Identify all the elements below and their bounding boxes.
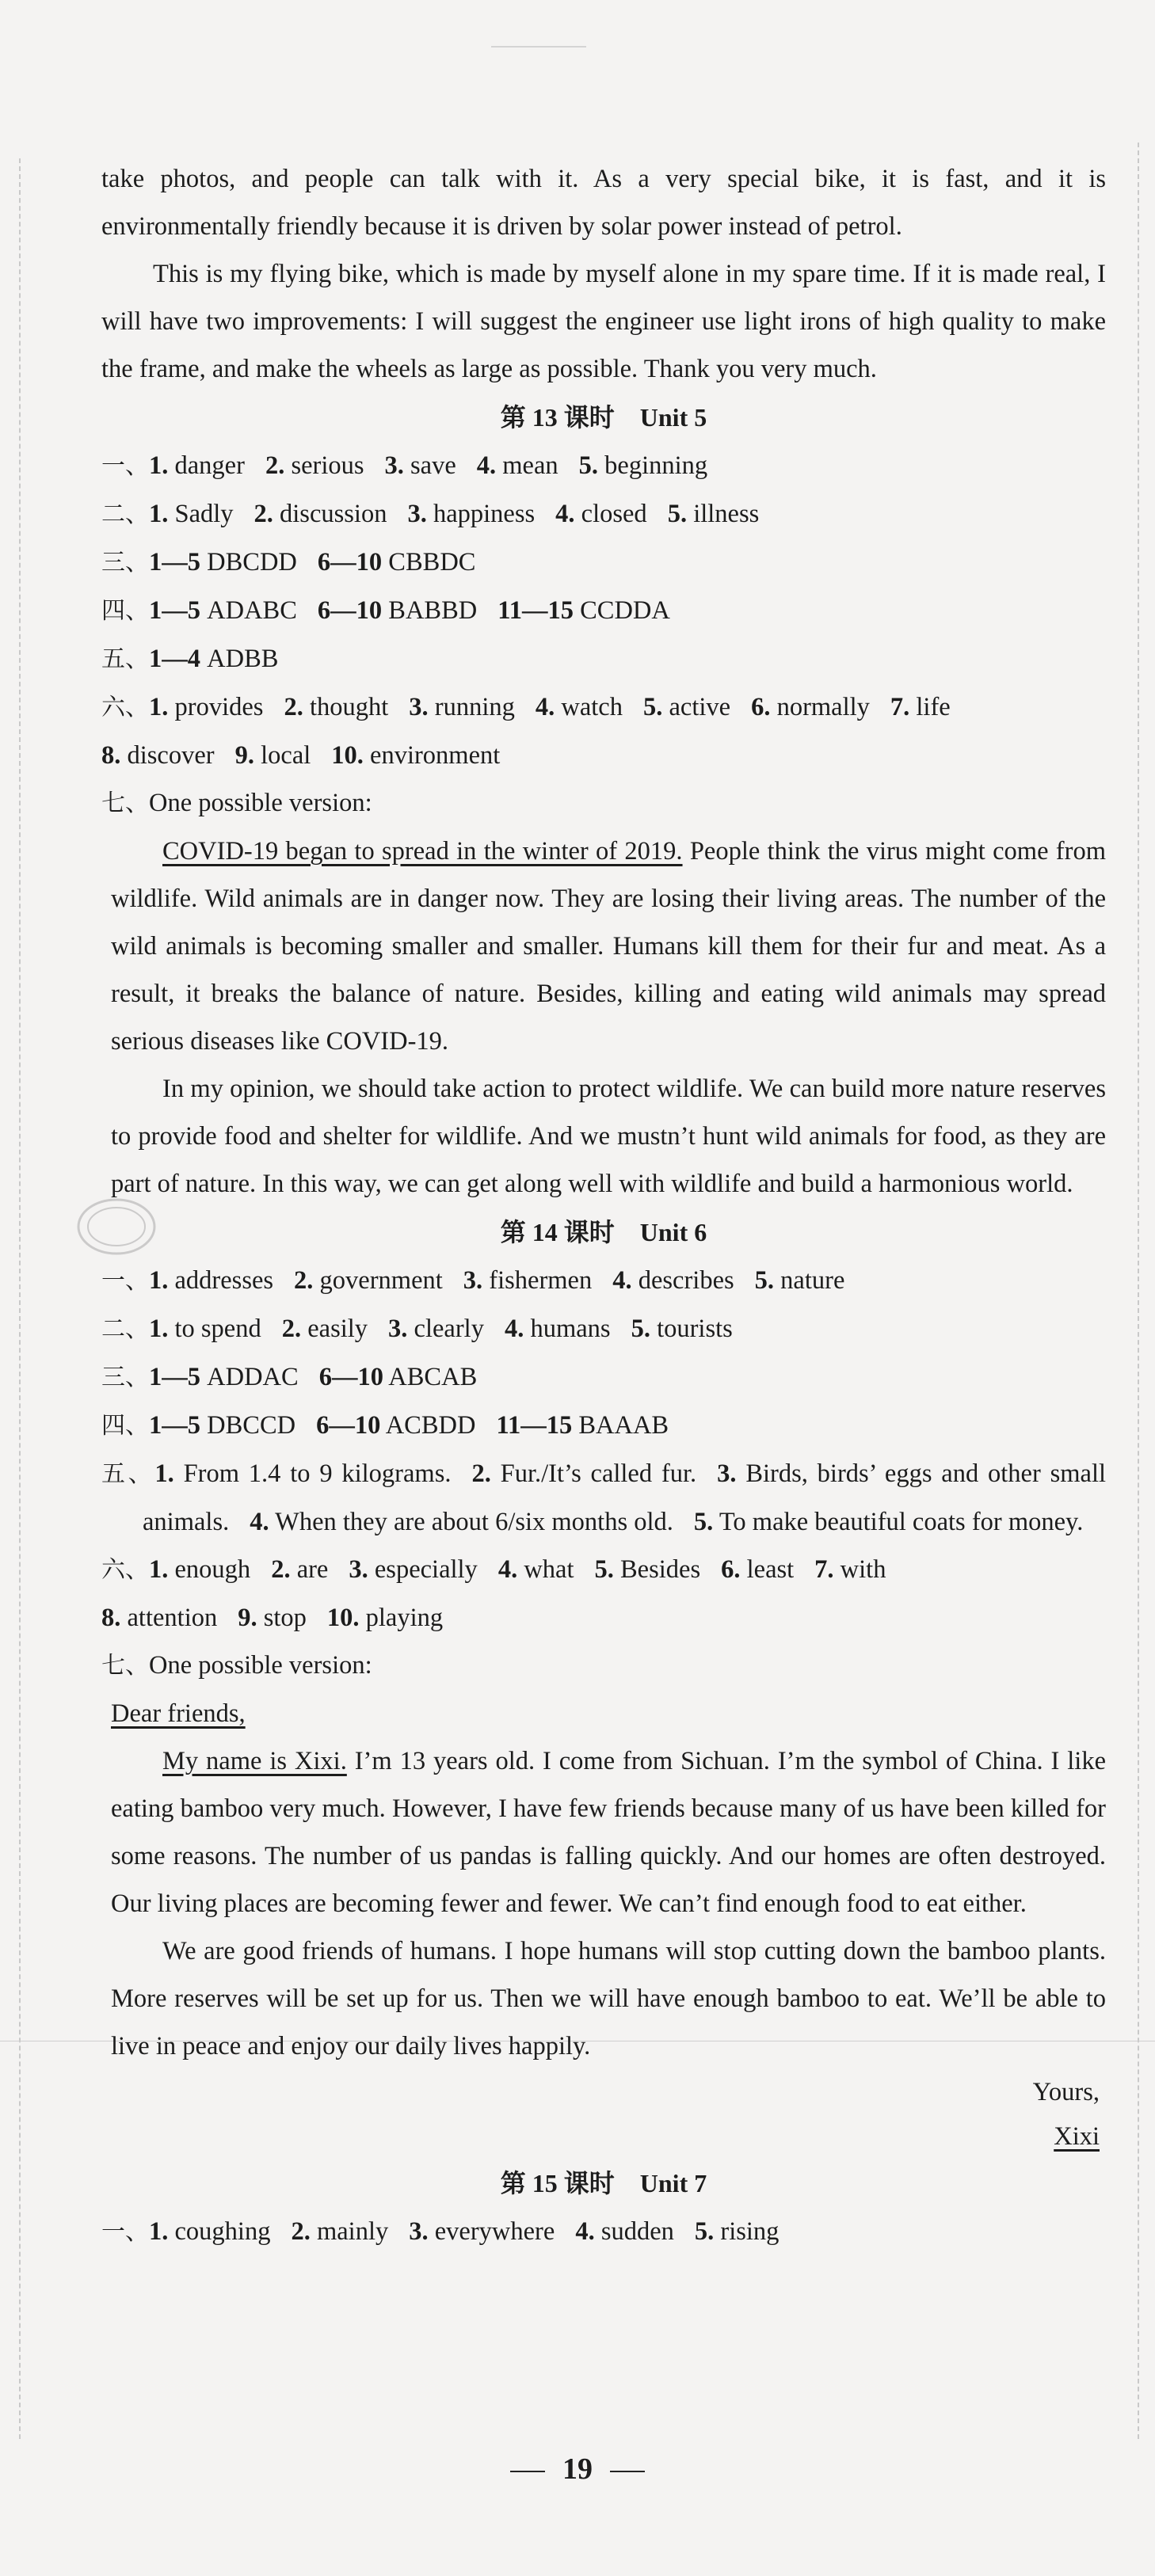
answer-text: normally	[776, 693, 870, 721]
answer-number: 2.	[253, 500, 273, 528]
answer-text: closed	[581, 500, 647, 528]
answer-item	[149, 1266, 273, 1295]
lesson15-section-s1	[101, 2208, 1106, 2256]
answer-text: to spend	[174, 1315, 261, 1343]
answer-text: mean	[502, 451, 558, 480]
letter-paragraph-1-text: I’m 13 years old. I come from Sichuan. I’m the symbol of China. I like eating bamboo very much. However, I have few friends because many of us have been killed for some reasons. The number of us pandas is falling quickly. And our homes are often destroyed. Our living places are becoming fewer and fewer. We can’t find enough food to eat either.	[111, 1747, 1106, 1918]
answer-text: save	[410, 451, 456, 480]
answer-text: humans	[530, 1315, 611, 1343]
answer-text: tourists	[657, 1315, 733, 1343]
answer-text: DBCDD	[207, 548, 297, 576]
answer-text: addresses	[174, 1266, 274, 1295]
essay-13-underlined-sentence: COVID-19 began to spread in the winter of 2019.	[162, 837, 683, 866]
answer-item	[149, 1411, 295, 1440]
answer-text: rising	[720, 2217, 780, 2246]
answer-text: provides	[174, 693, 264, 721]
lesson14-section-s5	[101, 1450, 1106, 1546]
answer-item	[250, 1508, 673, 1536]
letter-signature-text: Xixi	[1054, 2122, 1100, 2151]
section-prefix: 一、	[101, 2218, 149, 2246]
answer-number: 1.	[154, 1459, 174, 1488]
top-scan-mark	[491, 46, 586, 48]
section-prefix: 三、	[101, 1364, 149, 1391]
answer-item	[154, 1459, 451, 1488]
answer-number: 4.	[575, 2217, 595, 2246]
answer-number: 1.	[149, 693, 169, 721]
answer-text: danger	[174, 451, 245, 480]
answer-item	[101, 741, 215, 770]
answer-text: clearly	[414, 1315, 484, 1343]
answer-number: 4.	[504, 1315, 524, 1343]
answer-text: serious	[291, 451, 364, 480]
answer-number: 1—5	[149, 548, 200, 576]
section-prefix: 五、	[101, 1460, 155, 1488]
answer-text: From 1.4 to 9 kilograms.	[183, 1459, 452, 1488]
intro-paragraph-2: This is my flying bike, which is made by myself alone in my spare time. If it is made real, I will have two improvements: I will suggest the engineer use light irons of high quality to make the frame, and make the wheels as large as possible. Thank you very much.	[101, 260, 1106, 383]
answer-text: easily	[307, 1315, 368, 1343]
answer-item	[814, 1555, 886, 1584]
answer-text: active	[669, 693, 731, 721]
answer-number: 4.	[612, 1266, 632, 1295]
answer-number: 1.	[149, 2217, 169, 2246]
answer-item	[409, 2217, 555, 2246]
answer-item	[407, 500, 535, 528]
answer-item	[631, 1315, 733, 1343]
answer-item	[721, 1555, 794, 1584]
answer-number: 4.	[497, 1555, 518, 1584]
page-number-text: 19	[562, 2452, 593, 2486]
answer-number: 8.	[101, 741, 121, 770]
lesson14-section-s3	[101, 1353, 1106, 1402]
answer-text: are	[296, 1555, 329, 1584]
answer-number: 5.	[667, 500, 688, 528]
section-prefix: 一、	[101, 452, 149, 480]
answer-item	[409, 693, 515, 721]
answer-text: CCDDA	[580, 596, 670, 625]
lesson13-section-s7	[101, 779, 1106, 828]
answer-item	[388, 1315, 484, 1343]
section-prefix: 五、	[101, 645, 149, 673]
letter-closing: Yours,	[1032, 2078, 1100, 2106]
answer-number: 3.	[388, 1315, 408, 1343]
answer-number: 9.	[238, 1604, 257, 1632]
answer-item	[579, 451, 707, 480]
answer-number: 4.	[555, 500, 575, 528]
lesson-13-essay	[101, 828, 1106, 1208]
section-prefix: 六、	[101, 694, 149, 721]
answer-text: attention	[127, 1604, 218, 1632]
answer-text: Besides	[620, 1555, 701, 1584]
lesson14-section-s4	[101, 1402, 1106, 1450]
answer-text: BAAAB	[578, 1411, 669, 1440]
answer-number: 10.	[326, 1604, 360, 1632]
letter-signature	[111, 2114, 1106, 2159]
answer-item	[265, 451, 364, 480]
answer-item	[101, 1604, 217, 1632]
answer-number: 3.	[409, 2217, 429, 2246]
lesson-14-answers	[101, 1257, 1106, 1690]
intro-paragraph-1: take photos, and people can talk with it. As a very special bike, it is fast, and it is environmentally friendly because it is driven by solar power instead of petrol.	[101, 165, 1106, 241]
section-prefix: 三、	[101, 549, 149, 576]
answer-text: coughing	[174, 2217, 271, 2246]
answer-number: 2.	[284, 693, 303, 721]
answer-item	[149, 1555, 250, 1584]
section-prefix: 六、	[101, 1556, 149, 1584]
answer-number: 1—4	[149, 645, 200, 673]
answer-text: illness	[693, 500, 760, 528]
answer-item	[316, 1411, 475, 1440]
letter-underlined-sentence: My name is Xixi.	[162, 1747, 347, 1775]
section-prefix: 二、	[101, 500, 149, 528]
answer-number: 5.	[631, 1315, 650, 1343]
answer-text: beginning	[604, 451, 708, 480]
lesson13-section-s2	[101, 490, 1106, 538]
answer-number: 6.	[721, 1555, 741, 1584]
lesson-14-letter	[101, 1690, 1106, 2159]
answer-text: ADABC	[207, 596, 297, 625]
lesson14-section-s1	[101, 1257, 1106, 1305]
answer-item	[149, 1363, 299, 1391]
answer-text: running	[434, 693, 515, 721]
answer-item	[271, 1555, 328, 1584]
answer-item	[149, 2217, 270, 2246]
answer-item	[575, 2217, 674, 2246]
essay-13-paragraph-1-text: People think the virus might come from wildlife. Wild animals are in danger now. They are losing their living areas. The number of the wild animals is becoming smaller and smaller. Humans kill them for their fur and meat. As a result, it breaks the balance of nature. Besides, killing and eating wild animals may spread serious diseases like COVID-19.	[111, 837, 1106, 1056]
answer-number: 2.	[291, 2217, 311, 2246]
answer-number: 6—10	[317, 548, 383, 576]
answer-item	[284, 693, 388, 721]
answer-text: environment	[370, 741, 501, 770]
answer-text: describes	[638, 1266, 734, 1295]
answer-item	[695, 2217, 780, 2246]
main-content	[101, 155, 1106, 2256]
answer-number: 11—15	[497, 596, 574, 625]
lesson13-section-s1	[101, 442, 1106, 490]
answer-text: ADBB	[207, 645, 279, 673]
essay-13-paragraph-2: In my opinion, we should take action to protect wildlife. We can build more nature reserves to provide food and shelter for wildlife. And we mustn’t hunt wild animals for food, as they are part of nature. In this way, we can get along well with wildlife and build a harmonious world.	[111, 1075, 1106, 1198]
answer-item	[149, 500, 234, 528]
answer-number: 3.	[717, 1459, 737, 1488]
answer-text: sudden	[600, 2217, 674, 2246]
answer-item	[755, 1266, 845, 1295]
answer-text: To make beautiful coats for money.	[719, 1508, 1084, 1536]
answer-item	[254, 500, 387, 528]
answer-number: 6—10	[318, 1363, 383, 1391]
answer-number: 3.	[409, 693, 429, 721]
answer-number: 5.	[694, 2217, 715, 2246]
lesson13-section-s3	[101, 538, 1106, 587]
answer-item	[890, 693, 951, 721]
answer-item	[319, 1363, 478, 1391]
lesson13-section-s4	[101, 587, 1106, 635]
answer-number: 2.	[294, 1266, 314, 1295]
lesson-15-title: 第 15 课时 Unit 7	[500, 2169, 707, 2197]
answer-text: ACBDD	[385, 1411, 476, 1440]
answer-item	[555, 500, 647, 528]
lesson-15-answers	[101, 2208, 1106, 2256]
answer-text: with	[840, 1555, 886, 1584]
lesson14-section-s2	[101, 1305, 1106, 1353]
answer-item	[238, 1604, 307, 1632]
section-prefix: 七、	[101, 1652, 149, 1680]
answer-text: especially	[374, 1555, 478, 1584]
answer-text: Sadly	[174, 500, 234, 528]
lesson14-section-s7	[101, 1642, 1106, 1690]
answer-number: 3.	[407, 500, 427, 528]
answer-text: local	[261, 741, 311, 770]
answer-number: 5.	[578, 451, 599, 480]
section-prefix: 二、	[101, 1315, 149, 1343]
section-prefix: 一、	[101, 1267, 149, 1295]
answer-item	[471, 1459, 696, 1488]
answer-item	[385, 451, 456, 480]
answer-number: 5.	[594, 1555, 614, 1584]
answer-number: 5.	[693, 1508, 714, 1536]
dash-left	[510, 2471, 545, 2472]
answer-text: mainly	[316, 2217, 389, 2246]
dash-right	[610, 2471, 645, 2472]
answer-item	[149, 548, 297, 576]
answer-number: 8.	[101, 1604, 121, 1632]
answer-text: ADDAC	[207, 1363, 299, 1391]
answer-item	[477, 451, 558, 480]
answer-text: When they are about 6/six months old.	[275, 1508, 673, 1536]
answer-item	[149, 693, 263, 721]
answer-item	[331, 741, 500, 770]
answer-item	[349, 1555, 477, 1584]
answer-item	[149, 1315, 261, 1343]
section-prefix: 四、	[101, 597, 149, 625]
answer-number: 1—5	[149, 596, 200, 625]
letter-greeting-text: Dear friends,	[111, 1699, 246, 1728]
lesson13-section-s5	[101, 635, 1106, 683]
answer-item	[668, 500, 760, 528]
answer-text: Fur./It’s called fur.	[500, 1459, 697, 1488]
answer-number: 1—5	[149, 1363, 200, 1391]
lesson13-section-s6	[101, 683, 1106, 779]
answer-text: enough	[174, 1555, 251, 1584]
answer-item	[595, 1555, 701, 1584]
answer-number: 7.	[814, 1555, 834, 1584]
answer-text: fishermen	[489, 1266, 593, 1295]
answer-text: happiness	[433, 500, 536, 528]
lesson-13-title: 第 13 课时 Unit 5	[500, 403, 707, 432]
answer-number: 5.	[642, 693, 663, 721]
answer-text: playing	[365, 1604, 444, 1632]
answer-text: thought	[309, 693, 389, 721]
answer-number: 3.	[463, 1266, 483, 1295]
answer-text: ABCAB	[388, 1363, 478, 1391]
answer-number: 4.	[250, 1508, 269, 1536]
answer-text: nature	[780, 1266, 845, 1295]
answer-text: government	[319, 1266, 443, 1295]
answer-number: 10.	[331, 741, 364, 770]
answer-item	[498, 1555, 574, 1584]
answer-number: 1.	[149, 1315, 169, 1343]
answer-item	[463, 1266, 592, 1295]
answer-number: 3.	[384, 451, 404, 480]
answer-item	[497, 596, 670, 625]
answer-item	[643, 693, 730, 721]
answer-item	[318, 596, 477, 625]
answer-number: 1—5	[149, 1411, 200, 1440]
answer-item	[294, 1266, 443, 1295]
answer-item	[291, 2217, 388, 2246]
answer-number: 9.	[234, 741, 254, 770]
answer-number: 6—10	[316, 1411, 381, 1440]
section-label: One possible version:	[149, 789, 372, 817]
answer-number: 7.	[890, 693, 910, 721]
answer-text: everywhere	[434, 2217, 555, 2246]
answer-number: 2.	[271, 1555, 291, 1584]
section-label: One possible version:	[149, 1651, 372, 1680]
answer-text: discussion	[280, 500, 387, 528]
answer-item	[327, 1604, 443, 1632]
answer-number: 2.	[265, 451, 285, 480]
answer-item	[149, 596, 297, 625]
lesson-13-answers	[101, 442, 1106, 828]
answer-number: 3.	[349, 1555, 368, 1584]
lesson-14-title: 第 14 课时 Unit 6	[500, 1218, 707, 1246]
section-prefix: 七、	[101, 790, 149, 817]
answer-number: 1.	[149, 500, 169, 528]
answer-number: 1.	[149, 1555, 169, 1584]
answer-number: 6.	[751, 693, 771, 721]
answer-number: 4.	[476, 451, 497, 480]
answer-number: 2.	[281, 1315, 302, 1343]
answer-text: Birds, birds’ eggs and other small animals.	[143, 1459, 1107, 1536]
answer-text: CBBDC	[388, 548, 476, 576]
answer-text: watch	[561, 693, 623, 721]
answer-item	[282, 1315, 368, 1343]
answer-number: 4.	[535, 693, 555, 721]
answer-number: 6—10	[317, 596, 383, 625]
lesson14-section-s6	[101, 1546, 1106, 1642]
answer-item	[505, 1315, 611, 1343]
letter-paragraph-2: We are good friends of humans. I hope humans will stop cutting down the bamboo plants. More reserves will be set up for us. Then we will have enough bamboo to eat. We’ll be able to live in peace and enjoy our daily lives happily.	[111, 1937, 1106, 2060]
answer-number: 2.	[471, 1459, 491, 1488]
answer-number: 1.	[149, 451, 169, 480]
answer-text: what	[524, 1555, 574, 1584]
answer-item	[149, 451, 245, 480]
section-prefix: 四、	[101, 1412, 149, 1440]
answer-item	[612, 1266, 734, 1295]
page-number	[0, 2452, 1155, 2487]
answer-text: stop	[263, 1604, 307, 1632]
letter-paragraph-1	[111, 1737, 1106, 1927]
answer-text: discover	[127, 741, 215, 770]
answer-text: life	[916, 693, 951, 721]
answer-number: 1.	[149, 1266, 169, 1295]
answer-text: BABBD	[388, 596, 478, 625]
answer-item	[694, 1508, 1083, 1536]
answer-item	[149, 645, 278, 673]
answer-item	[751, 693, 870, 721]
letter-greeting	[111, 1690, 1106, 1737]
left-binding-line	[19, 158, 21, 2439]
answer-item	[235, 741, 311, 770]
answer-text: DBCCD	[207, 1411, 296, 1440]
answer-text: least	[746, 1555, 795, 1584]
answer-number: 5.	[754, 1266, 775, 1295]
right-binding-line	[1138, 143, 1139, 2439]
essay-13-paragraph-1	[111, 828, 1106, 1065]
answer-number: 11—15	[496, 1411, 573, 1440]
answer-item	[536, 693, 623, 721]
answer-item	[496, 1411, 669, 1440]
answer-item	[318, 548, 476, 576]
